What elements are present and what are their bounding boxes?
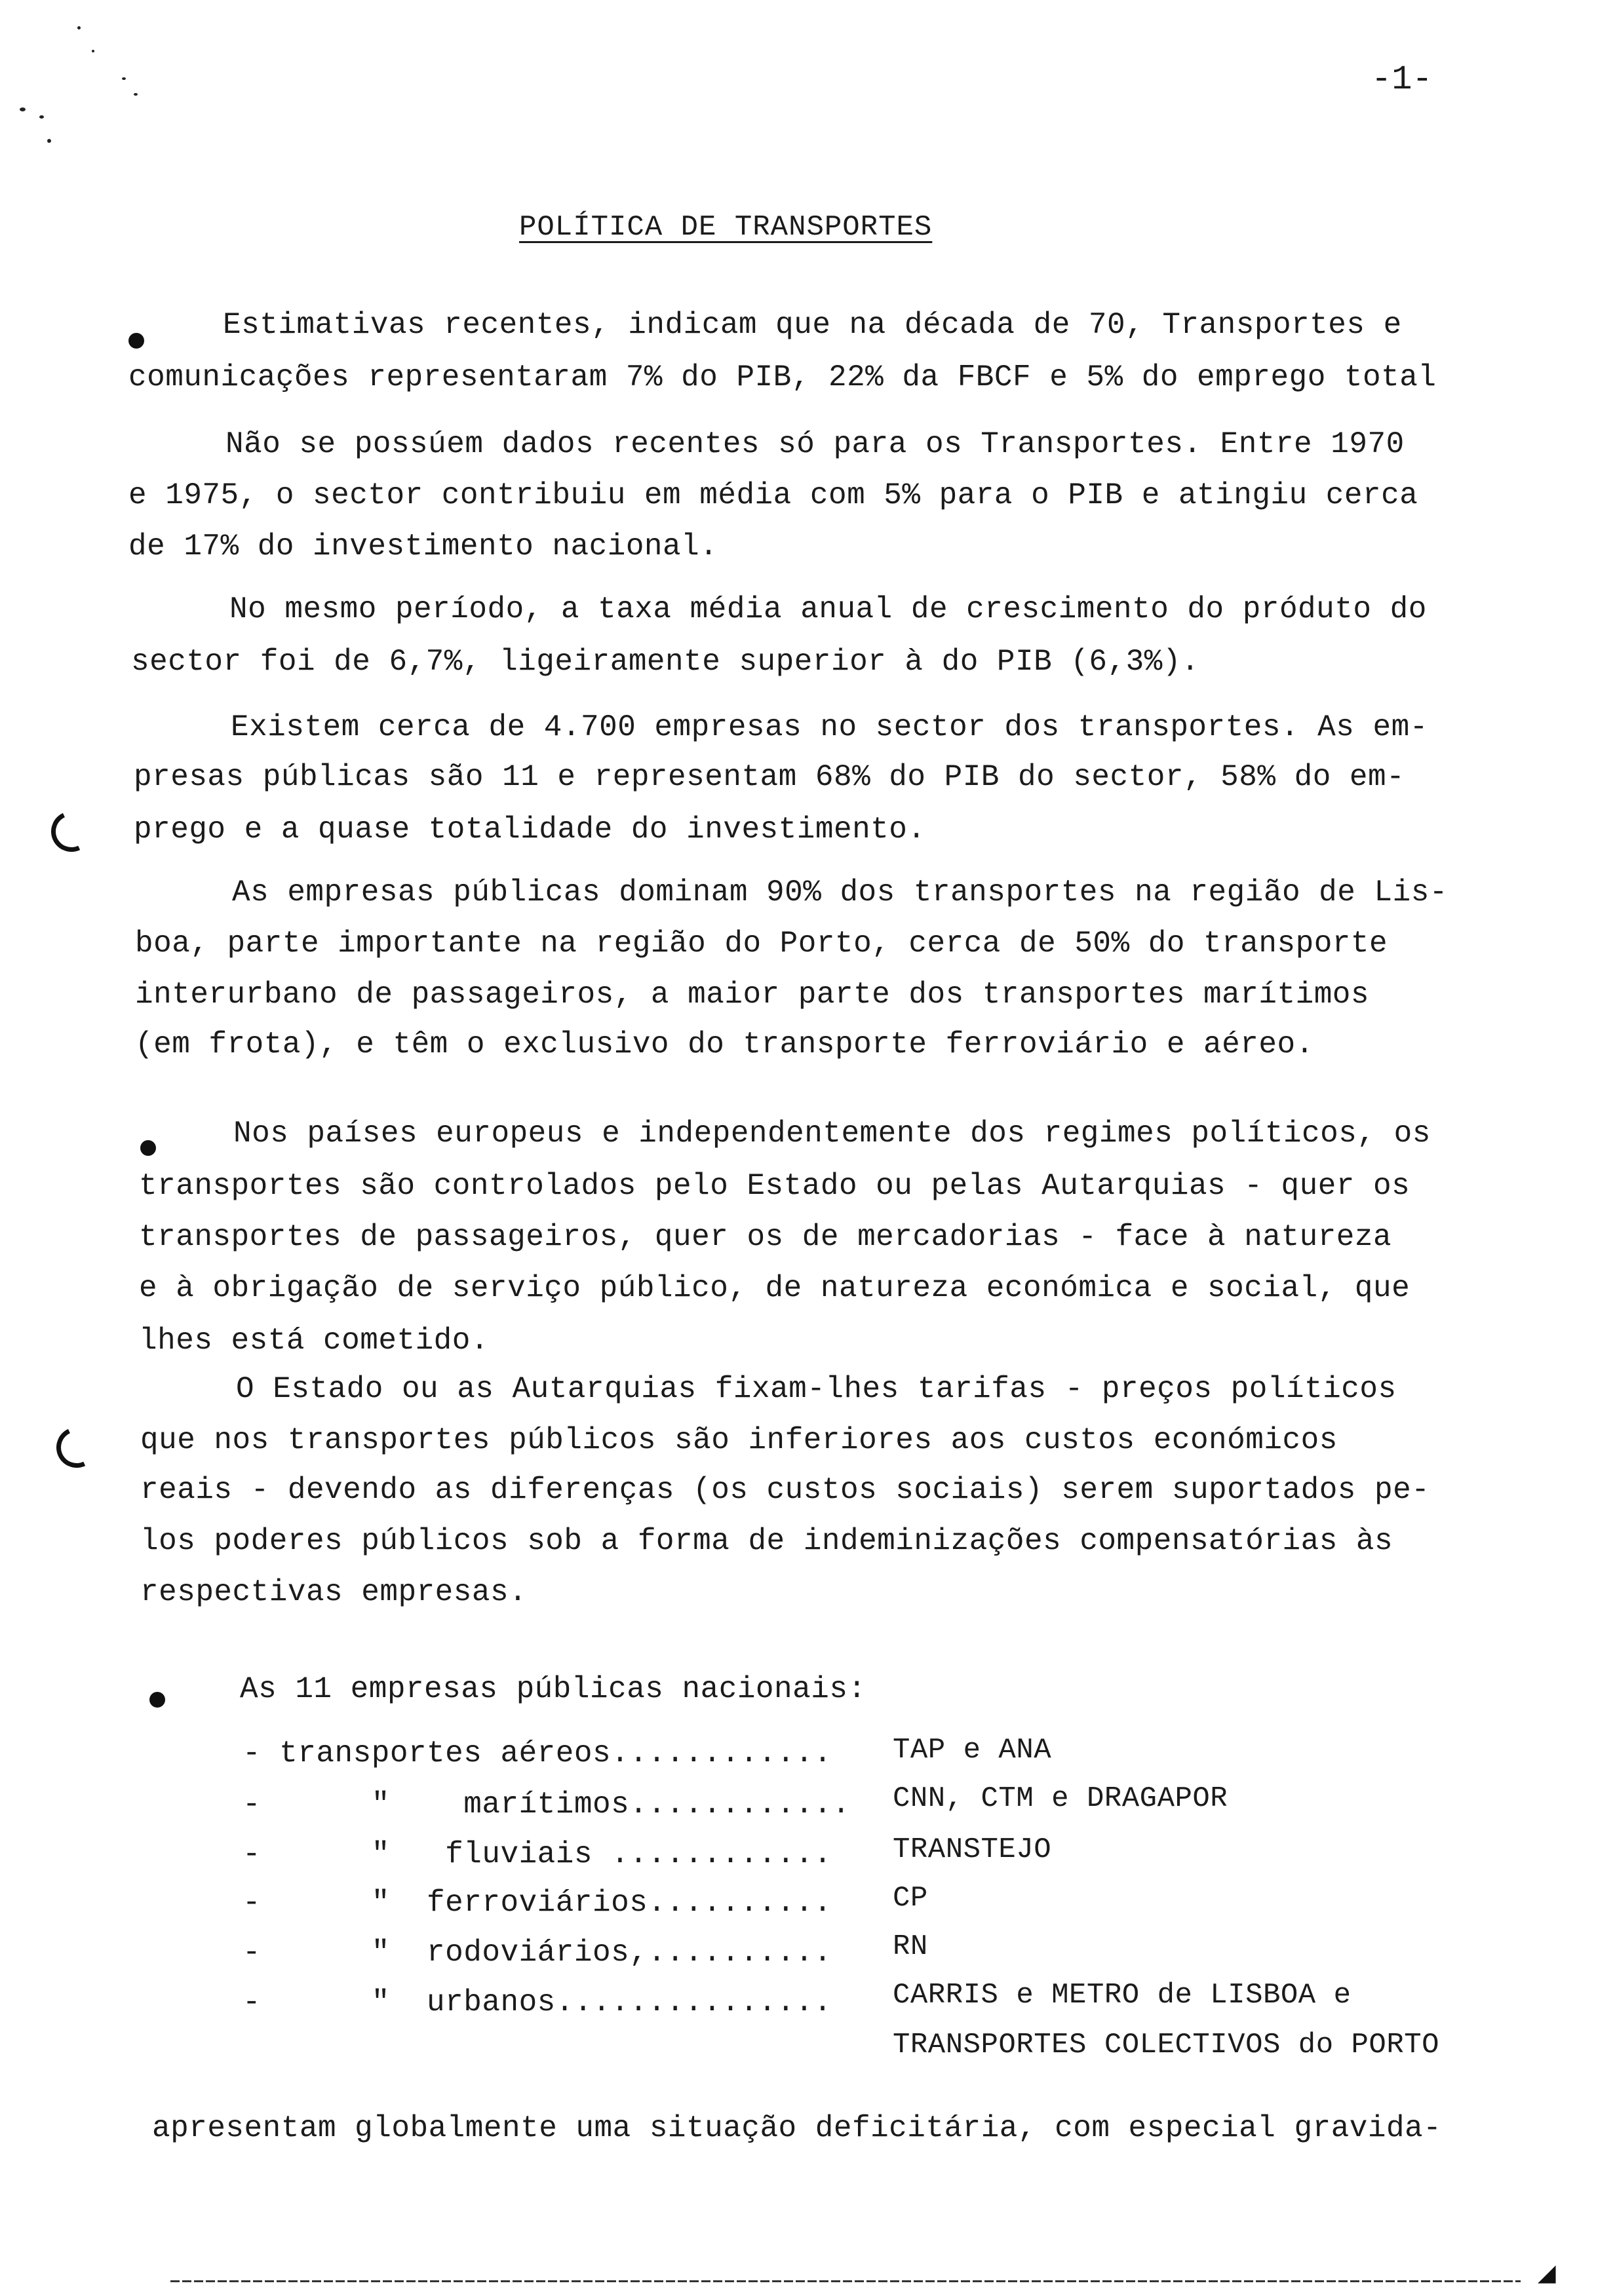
section2-p1-line3: transportes de passageiros, quer os de mercadorias - face à natureza	[139, 1220, 1392, 1254]
list-item-label: - " marítimos............	[243, 1788, 851, 1822]
section1-p1-line1: Estimativas recentes, indicam que na década de 70, Transportes e	[223, 308, 1402, 342]
section1-p5-line3: interurbano de passageiros, a maior parte dos transportes marítimos	[135, 978, 1370, 1012]
section1-p4-line3: prego e a quase totalidade do investimento.	[134, 813, 926, 847]
section1-p4-line1: Existem cerca de 4.700 empresas no sector dos transportes. As em-	[231, 710, 1428, 744]
corner-arrow-icon: ◢	[1538, 2257, 1556, 2291]
scan-speck	[20, 107, 26, 111]
list-item-label: - transportes aéreos............	[243, 1736, 832, 1770]
section2-p1-line4: e à obrigação de serviço público, de natureza económica e social, que	[139, 1271, 1411, 1305]
section2-p2-line2: que nos transportes públicos são inferiores aos custos económicos	[140, 1423, 1338, 1457]
bullet-section-1	[128, 333, 144, 349]
list-item-value: CNN, CTM e DRAGAPOR	[893, 1782, 1228, 1815]
section1-p3-line1: No mesmo período, a taxa média anual de crescimento do próduto do	[229, 592, 1427, 626]
section1-p3-line2: sector foi de 6,7%, ligeiramente superior à do PIB (6,3%).	[131, 645, 1200, 679]
section1-p2-line2: e 1975, o sector contribuiu em média com 5% para o PIB e atingiu cerca	[128, 478, 1418, 512]
list-item-label: - " urbanos...............	[243, 1985, 832, 2019]
list-item-value: CP	[893, 1882, 928, 1915]
section1-p1-line2: comunicações representaram 7% do PIB, 22% da FBCF e 5% do emprego total	[128, 360, 1437, 394]
list-item-value: CARRIS e METRO de LISBOA e	[893, 1979, 1352, 2012]
scan-speck	[134, 93, 138, 96]
section1-p2-line3: de 17% do investimento nacional.	[128, 529, 718, 564]
scan-speck	[39, 115, 44, 119]
bullet-section-3	[149, 1692, 165, 1708]
scan-speck	[122, 77, 126, 80]
section2-p1-line1: Nos países europeus e independentemente dos regimes políticos, os	[233, 1117, 1431, 1151]
section2-p2-line3: reais - devendo as diferenças (os custos sociais) serem suportados pe-	[140, 1473, 1430, 1507]
scan-speck	[77, 26, 81, 29]
footer-rule	[170, 2280, 1521, 2282]
bullet-section-2	[140, 1140, 156, 1156]
scan-speck	[47, 139, 51, 143]
section1-p5-line4: (em frota), e têm o exclusivo do transporte ferroviário e aéreo.	[135, 1027, 1314, 1062]
list-item-value: RN	[893, 1930, 928, 1963]
section1-p5-line1: As empresas públicas dominam 90% dos transportes na região de Lis-	[232, 875, 1448, 909]
section2-p2-line4: los poderes públicos sob a forma de indeminizações compensatórias às	[140, 1524, 1393, 1558]
list-item-label: - " ferroviários..........	[243, 1886, 832, 1920]
section1-p4-line2: presas públicas são 11 e representam 68% do PIB do sector, 58% do em-	[134, 760, 1405, 794]
margin-hole-mark	[45, 805, 97, 857]
margin-hole-mark	[50, 1421, 102, 1473]
document-title: POLÍTICA DE TRANSPORTES	[519, 211, 933, 244]
page-number: -1-	[1371, 60, 1433, 99]
scan-speck	[92, 50, 94, 52]
section2-p2-line5: respectivas empresas.	[140, 1575, 528, 1609]
section2-p2-line1: O Estado ou as Autarquias fixam-lhes tarifas - preços políticos	[236, 1372, 1397, 1406]
list-item-value: TRANSTEJO	[893, 1833, 1052, 1866]
list-item-label: - " fluviais ............	[243, 1837, 832, 1871]
section2-p1-line5: lhes está cometido.	[139, 1324, 489, 1358]
section2-p1-line2: transportes são controlados pelo Estado ou pelas Autarquias - quer os	[139, 1169, 1411, 1203]
list-item-value: TAP e ANA	[893, 1734, 1052, 1767]
section1-p5-line2: boa, parte importante na região do Porto, cerca de 50% do transporte	[135, 927, 1388, 961]
closing-line: apresentam globalmente uma situação deficitária, com especial gravida-	[152, 2111, 1442, 2145]
section3-intro: As 11 empresas públicas nacionais:	[240, 1672, 866, 1706]
section1-p2-line1: Não se possúem dados recentes só para os Transportes. Entre 1970	[225, 427, 1405, 461]
list-item-label: - " rodoviários,..........	[243, 1936, 832, 1970]
list-item-value-continuation: TRANSPORTES COLECTIVOS do PORTO	[893, 2029, 1440, 2061]
